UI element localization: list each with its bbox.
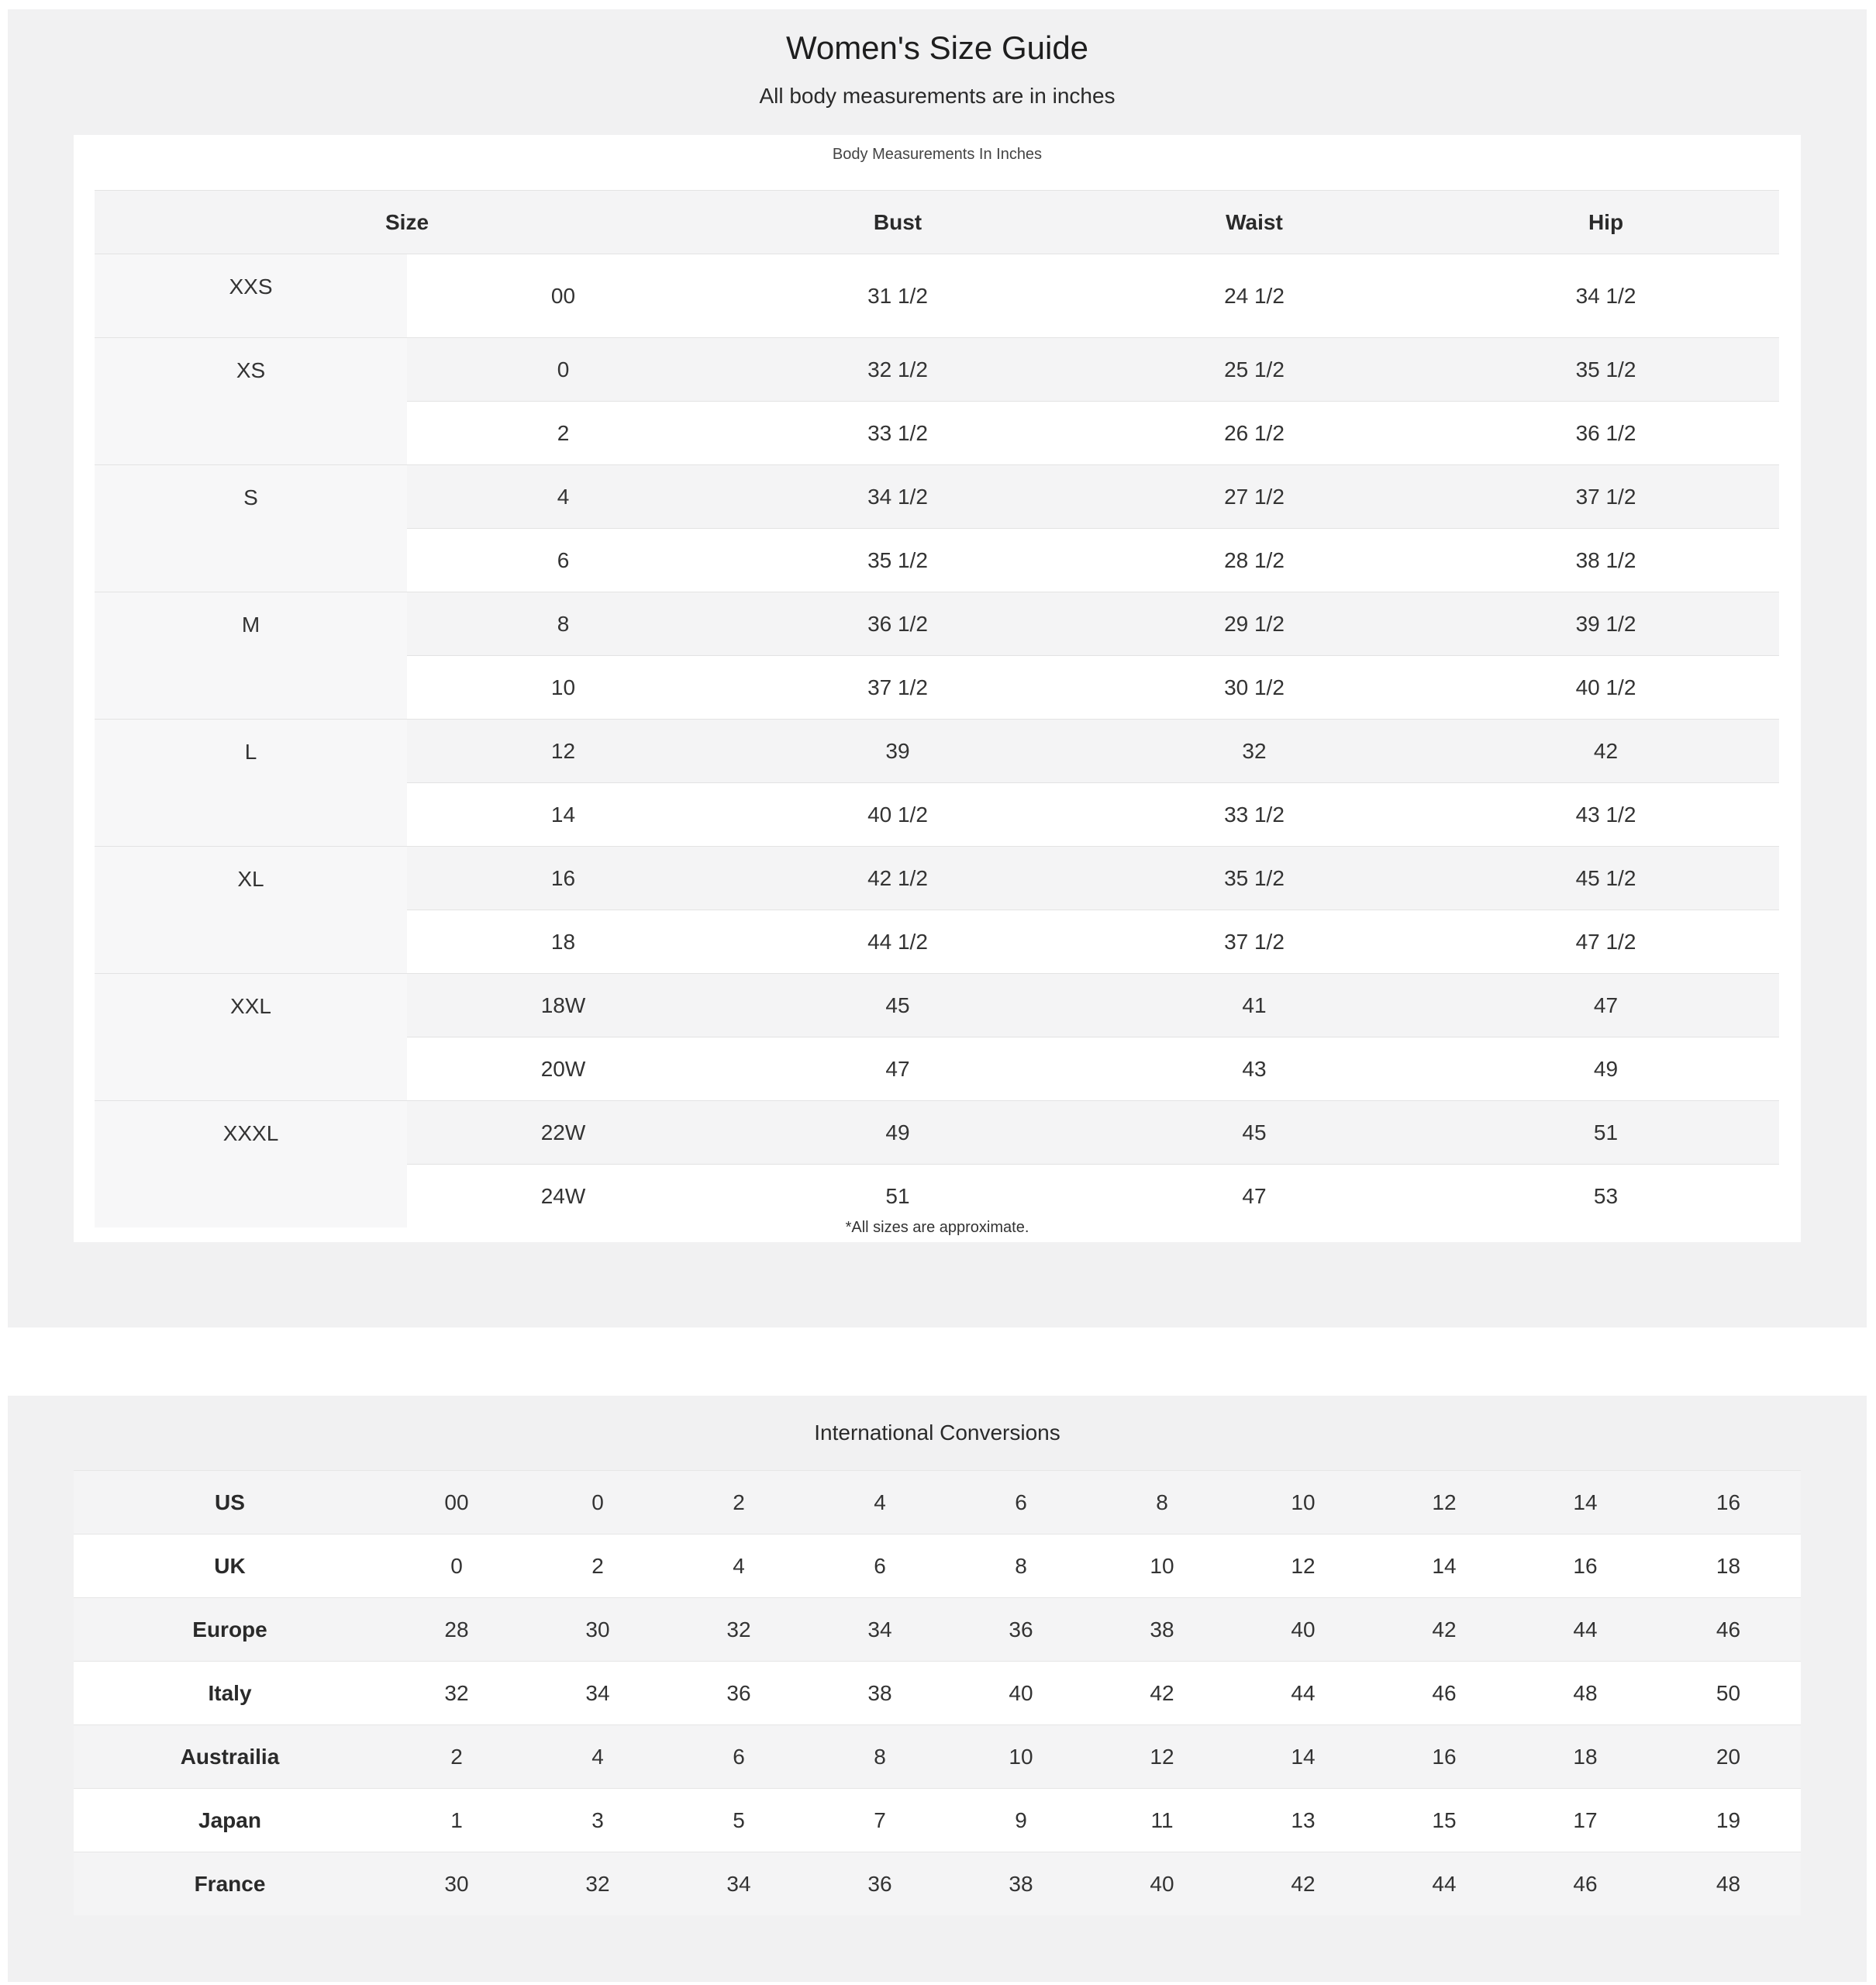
conversion-cell: 50 bbox=[1656, 1662, 1801, 1725]
conversion-cell: 42 bbox=[1233, 1852, 1374, 1916]
conversion-row bbox=[74, 1789, 1801, 1852]
conversion-cell: 12 bbox=[1374, 1471, 1515, 1534]
size-waist-cell: 27 1/2 bbox=[1076, 465, 1433, 529]
size-waist-cell: 30 1/2 bbox=[1076, 656, 1433, 720]
size-hip-cell: 47 bbox=[1433, 974, 1779, 1037]
conversion-cell: 6 bbox=[950, 1471, 1091, 1534]
size-hip-cell: 53 bbox=[1433, 1165, 1779, 1228]
conversion-cell: 7 bbox=[809, 1789, 950, 1852]
table-header-row bbox=[95, 191, 1779, 254]
conversion-row bbox=[74, 1662, 1801, 1725]
conversion-cell: 20 bbox=[1656, 1725, 1801, 1789]
size-num-cell: 4 bbox=[407, 465, 719, 529]
table-row bbox=[95, 847, 1779, 910]
conversion-cell: 8 bbox=[1091, 1471, 1233, 1534]
size-hip-cell: 40 1/2 bbox=[1433, 656, 1779, 720]
size-bust-cell: 45 bbox=[719, 974, 1076, 1037]
conversion-cell: 10 bbox=[1091, 1534, 1233, 1598]
footnote: *All sizes are approximate. bbox=[845, 1219, 1029, 1236]
size-letter-cell: XXS bbox=[95, 254, 407, 338]
size-letter-cell: XL bbox=[95, 847, 407, 974]
size-num-cell: 0 bbox=[407, 338, 719, 402]
size-hip-cell: 47 1/2 bbox=[1433, 910, 1779, 974]
conversion-cell: 17 bbox=[1515, 1789, 1656, 1852]
size-num-cell: 8 bbox=[407, 592, 719, 656]
conversion-cell: 40 bbox=[1233, 1598, 1374, 1662]
conversion-cell: 14 bbox=[1374, 1534, 1515, 1598]
conversion-cell: 3 bbox=[527, 1789, 668, 1852]
size-waist-cell: 29 1/2 bbox=[1076, 592, 1433, 656]
size-letter-cell: XXXL bbox=[95, 1101, 407, 1228]
conversion-row bbox=[74, 1471, 1801, 1534]
header-size: Size bbox=[95, 191, 719, 254]
size-bust-cell: 49 bbox=[719, 1101, 1076, 1165]
conversion-cell: 40 bbox=[1091, 1852, 1233, 1916]
table-row bbox=[95, 1101, 1779, 1165]
size-waist-cell: 41 bbox=[1076, 974, 1433, 1037]
conversion-cell: 15 bbox=[1374, 1789, 1515, 1852]
size-bust-cell: 40 1/2 bbox=[719, 783, 1076, 847]
conversion-cell: 0 bbox=[527, 1471, 668, 1534]
conversion-cell: 19 bbox=[1656, 1789, 1801, 1852]
conversion-row bbox=[74, 1725, 1801, 1789]
size-letter-cell: XS bbox=[95, 338, 407, 465]
size-waist-cell: 32 bbox=[1076, 720, 1433, 783]
conversion-cell: 2 bbox=[386, 1725, 527, 1789]
size-num-cell: 20W bbox=[407, 1037, 719, 1101]
size-num-cell: 6 bbox=[407, 529, 719, 592]
size-letter-cell: XXL bbox=[95, 974, 407, 1101]
size-hip-cell: 39 1/2 bbox=[1433, 592, 1779, 656]
size-bust-cell: 47 bbox=[719, 1037, 1076, 1101]
conversion-row-label: Italy bbox=[74, 1662, 386, 1725]
size-hip-cell: 43 1/2 bbox=[1433, 783, 1779, 847]
conversion-cell: 13 bbox=[1233, 1789, 1374, 1852]
header-waist: Waist bbox=[1076, 191, 1433, 254]
conversion-cell: 14 bbox=[1233, 1725, 1374, 1789]
size-hip-cell: 45 1/2 bbox=[1433, 847, 1779, 910]
conversion-cell: 14 bbox=[1515, 1471, 1656, 1534]
conversion-cell: 42 bbox=[1091, 1662, 1233, 1725]
conversion-cell: 32 bbox=[668, 1598, 809, 1662]
size-bust-cell: 37 1/2 bbox=[719, 656, 1076, 720]
conversion-cell: 11 bbox=[1091, 1789, 1233, 1852]
conversions-title: International Conversions bbox=[814, 1421, 1060, 1445]
conversion-cell: 16 bbox=[1656, 1471, 1801, 1534]
size-hip-cell: 38 1/2 bbox=[1433, 529, 1779, 592]
size-hip-cell: 37 1/2 bbox=[1433, 465, 1779, 529]
size-letter-cell: M bbox=[95, 592, 407, 720]
conversion-row-label: Austrailia bbox=[74, 1725, 386, 1789]
size-hip-cell: 35 1/2 bbox=[1433, 338, 1779, 402]
size-hip-cell: 34 1/2 bbox=[1433, 254, 1779, 338]
conversion-cell: 32 bbox=[386, 1662, 527, 1725]
conversion-cell: 44 bbox=[1515, 1598, 1656, 1662]
size-hip-cell: 36 1/2 bbox=[1433, 402, 1779, 465]
conversion-row bbox=[74, 1852, 1801, 1916]
conversion-cell: 16 bbox=[1515, 1534, 1656, 1598]
conversion-cell: 36 bbox=[668, 1662, 809, 1725]
table-caption: Body Measurements In Inches bbox=[832, 146, 1043, 163]
conversions-table bbox=[74, 1470, 1801, 1915]
conversion-cell: 34 bbox=[527, 1662, 668, 1725]
size-bust-cell: 35 1/2 bbox=[719, 529, 1076, 592]
conversion-row-label: Japan bbox=[74, 1789, 386, 1852]
conversion-cell: 8 bbox=[809, 1725, 950, 1789]
conversion-cell: 46 bbox=[1515, 1852, 1656, 1916]
size-waist-cell: 45 bbox=[1076, 1101, 1433, 1165]
international-conversions-panel bbox=[8, 1396, 1867, 1982]
conversion-cell: 48 bbox=[1656, 1852, 1801, 1916]
size-waist-cell: 43 bbox=[1076, 1037, 1433, 1101]
conversion-row-label: Europe bbox=[74, 1598, 386, 1662]
conversion-cell: 10 bbox=[950, 1725, 1091, 1789]
size-num-cell: 18W bbox=[407, 974, 719, 1037]
size-waist-cell: 24 1/2 bbox=[1076, 254, 1433, 338]
conversion-cell: 42 bbox=[1374, 1598, 1515, 1662]
conversion-cell: 28 bbox=[386, 1598, 527, 1662]
conversion-row-label: France bbox=[74, 1852, 386, 1916]
page-title: Women's Size Guide bbox=[785, 29, 1089, 66]
size-bust-cell: 44 1/2 bbox=[719, 910, 1076, 974]
conversion-cell: 32 bbox=[527, 1852, 668, 1916]
size-letter-cell: L bbox=[95, 720, 407, 847]
size-waist-cell: 37 1/2 bbox=[1076, 910, 1433, 974]
conversion-cell: 30 bbox=[527, 1598, 668, 1662]
size-bust-cell: 42 1/2 bbox=[719, 847, 1076, 910]
size-hip-cell: 49 bbox=[1433, 1037, 1779, 1101]
size-num-cell: 2 bbox=[407, 402, 719, 465]
size-bust-cell: 32 1/2 bbox=[719, 338, 1076, 402]
size-bust-cell: 31 1/2 bbox=[719, 254, 1076, 338]
conversion-cell: 46 bbox=[1656, 1598, 1801, 1662]
header-bust: Bust bbox=[719, 191, 1076, 254]
size-waist-cell: 33 1/2 bbox=[1076, 783, 1433, 847]
conversion-cell: 10 bbox=[1233, 1471, 1374, 1534]
conversions-table-body bbox=[74, 1471, 1801, 1916]
conversion-cell: 6 bbox=[668, 1725, 809, 1789]
conversion-cell: 40 bbox=[950, 1662, 1091, 1725]
size-waist-cell: 26 1/2 bbox=[1076, 402, 1433, 465]
measurements-card bbox=[74, 135, 1801, 1242]
conversion-cell: 38 bbox=[1091, 1598, 1233, 1662]
conversion-cell: 16 bbox=[1374, 1725, 1515, 1789]
size-num-cell: 22W bbox=[407, 1101, 719, 1165]
conversion-cell: 18 bbox=[1656, 1534, 1801, 1598]
size-num-cell: 10 bbox=[407, 656, 719, 720]
conversion-cell: 44 bbox=[1233, 1662, 1374, 1725]
table-row bbox=[95, 254, 1779, 338]
size-letter-cell: S bbox=[95, 465, 407, 592]
conversion-cell: 38 bbox=[809, 1662, 950, 1725]
conversion-cell: 4 bbox=[809, 1471, 950, 1534]
size-bust-cell: 39 bbox=[719, 720, 1076, 783]
size-table-body bbox=[95, 254, 1779, 1228]
size-num-cell: 16 bbox=[407, 847, 719, 910]
size-bust-cell: 51 bbox=[719, 1165, 1076, 1228]
conversion-row-label: US bbox=[74, 1471, 386, 1534]
size-num-cell: 24W bbox=[407, 1165, 719, 1228]
conversion-cell: 6 bbox=[809, 1534, 950, 1598]
conversion-row bbox=[74, 1534, 1801, 1598]
size-bust-cell: 34 1/2 bbox=[719, 465, 1076, 529]
conversion-cell: 12 bbox=[1091, 1725, 1233, 1789]
conversion-cell: 46 bbox=[1374, 1662, 1515, 1725]
conversion-cell: 9 bbox=[950, 1789, 1091, 1852]
table-row bbox=[95, 592, 1779, 656]
size-waist-cell: 47 bbox=[1076, 1165, 1433, 1228]
size-table bbox=[95, 190, 1779, 1227]
size-hip-cell: 51 bbox=[1433, 1101, 1779, 1165]
size-bust-cell: 33 1/2 bbox=[719, 402, 1076, 465]
table-row bbox=[95, 974, 1779, 1037]
size-waist-cell: 28 1/2 bbox=[1076, 529, 1433, 592]
size-bust-cell: 36 1/2 bbox=[719, 592, 1076, 656]
conversion-cell: 36 bbox=[950, 1598, 1091, 1662]
conversion-cell: 2 bbox=[527, 1534, 668, 1598]
table-row bbox=[95, 720, 1779, 783]
page-subtitle: All body measurements are in inches bbox=[759, 84, 1116, 108]
size-num-cell: 00 bbox=[407, 254, 719, 338]
conversion-row bbox=[74, 1598, 1801, 1662]
table-row bbox=[95, 338, 1779, 402]
conversion-cell: 0 bbox=[386, 1534, 527, 1598]
size-waist-cell: 25 1/2 bbox=[1076, 338, 1433, 402]
conversion-cell: 30 bbox=[386, 1852, 527, 1916]
size-num-cell: 12 bbox=[407, 720, 719, 783]
header-hip: Hip bbox=[1433, 191, 1779, 254]
conversion-cell: 4 bbox=[668, 1534, 809, 1598]
conversion-cell: 44 bbox=[1374, 1852, 1515, 1916]
conversion-cell: 34 bbox=[809, 1598, 950, 1662]
conversion-cell: 12 bbox=[1233, 1534, 1374, 1598]
size-guide-panel bbox=[8, 9, 1867, 1327]
conversion-row-label: UK bbox=[74, 1534, 386, 1598]
conversion-cell: 2 bbox=[668, 1471, 809, 1534]
conversion-cell: 00 bbox=[386, 1471, 527, 1534]
conversion-cell: 48 bbox=[1515, 1662, 1656, 1725]
conversion-cell: 1 bbox=[386, 1789, 527, 1852]
size-num-cell: 14 bbox=[407, 783, 719, 847]
conversion-cell: 4 bbox=[527, 1725, 668, 1789]
conversion-cell: 8 bbox=[950, 1534, 1091, 1598]
size-num-cell: 18 bbox=[407, 910, 719, 974]
conversion-cell: 38 bbox=[950, 1852, 1091, 1916]
conversion-cell: 18 bbox=[1515, 1725, 1656, 1789]
conversion-cell: 36 bbox=[809, 1852, 950, 1916]
conversion-cell: 5 bbox=[668, 1789, 809, 1852]
conversion-cell: 34 bbox=[668, 1852, 809, 1916]
size-hip-cell: 42 bbox=[1433, 720, 1779, 783]
table-row bbox=[95, 465, 1779, 529]
size-waist-cell: 35 1/2 bbox=[1076, 847, 1433, 910]
